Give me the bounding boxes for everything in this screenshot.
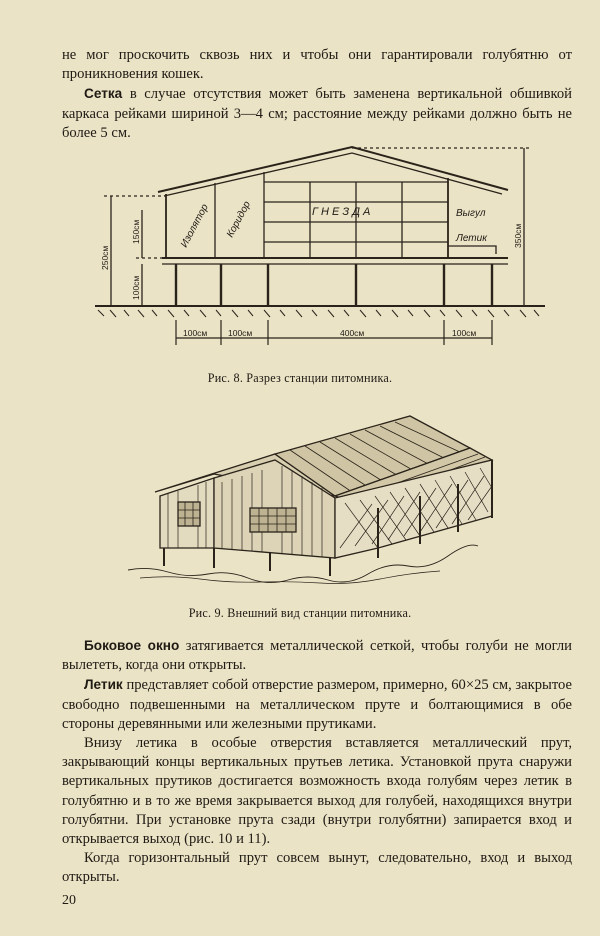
figure-9-exterior-illustration bbox=[0, 408, 600, 598]
figure-9-caption: Рис. 9. Внешний вид станции питомника. bbox=[188, 606, 412, 620]
dim-400: 400см bbox=[340, 328, 365, 338]
runin-heading-letik: Летик bbox=[84, 677, 123, 693]
label-vygul: Выгул bbox=[456, 208, 486, 219]
dim-100-vertical: 100см bbox=[131, 275, 141, 300]
paragraph-setka bbox=[62, 84, 572, 143]
dim-350: 350см bbox=[513, 223, 523, 248]
dim-100-c: 100см bbox=[452, 328, 477, 338]
page-number: 20 bbox=[62, 893, 76, 908]
paragraph-bokovoe-okno bbox=[62, 636, 572, 675]
dim-250: 250см bbox=[100, 245, 110, 270]
label-letik: Летик bbox=[456, 233, 487, 244]
figure-8-caption: Рис. 8. Разрез станции питомника. bbox=[207, 371, 393, 385]
label-koridor: Коридор bbox=[224, 199, 254, 240]
paragraph-letik-text: представляет собой отверстие размером, примерно, 60×25 см, закрытое свободно подвешенными на металлическом пруте и болтающимися в обе стороны деревянными или железными прутиками. bbox=[62, 677, 572, 732]
paragraph-setka-text: в случае отсутствия может быть заменена вертикальной обшивкой каркаса рейками шириной 3—4 см; расстояние между рейками должно быть не более 5 см. bbox=[62, 86, 572, 141]
paragraph-okno-text: затягивается металлической сеткой, чтобы голуби не могли вылететь, когда они открыты. bbox=[62, 638, 572, 674]
paragraph-gorizontalny-prut: Когда горизонтальный прут совсем вынут, следовательно, вход и выход открыты. bbox=[62, 850, 572, 886]
dim-100-a: 100см bbox=[183, 328, 208, 338]
paragraph-continuation: не мог проскочить сквозь них и чтобы они гарантировали голубятню от проникновения кошек. bbox=[62, 47, 572, 83]
paragraph-prut: Внизу летика в особые отверстия вставляется металлический прут, закрывающий концы вертикальных прутьев летика. Установкой прута снаружи вертикальных прутиков достигается возможность входа голубям через летик в голубятню и в то же время закрывается выход для голубей, находящихся внутри голубятни. При установке прута сзади (внутри голубятни) запирается вход и открывается выход (рис. 10 и 11). bbox=[62, 735, 572, 848]
runin-heading-setka: Сетка bbox=[84, 86, 123, 102]
paragraph-letik bbox=[62, 675, 572, 734]
figure-8-section-diagram bbox=[0, 140, 600, 365]
dim-100-b: 100см bbox=[228, 328, 253, 338]
label-izolyator: Изолятор bbox=[178, 202, 211, 250]
top-text-block bbox=[62, 46, 572, 143]
dim-150: 150см bbox=[131, 219, 141, 244]
label-gnezda: Г Н Е З Д А bbox=[312, 206, 371, 218]
bottom-text-block bbox=[62, 636, 572, 888]
runin-heading-okno: Боковое окно bbox=[84, 638, 180, 653]
